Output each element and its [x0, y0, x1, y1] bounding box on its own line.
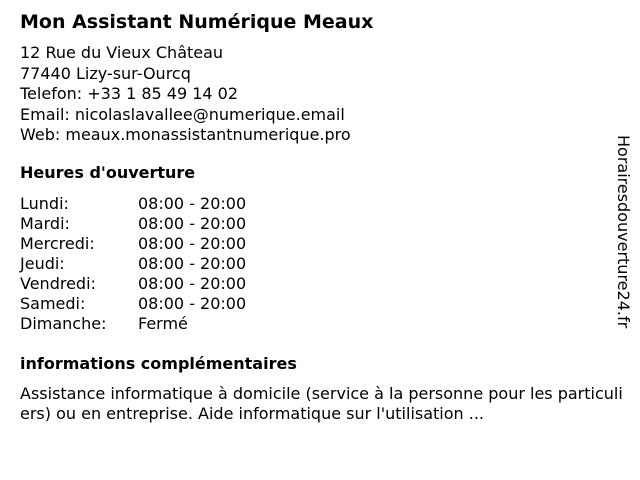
- day-label: Mercredi:: [20, 234, 95, 253]
- time-value: 08:00 - 20:00: [138, 194, 247, 213]
- time-value: 08:00 - 20:00: [138, 274, 247, 293]
- email-address: Email: nicolaslavallee@numerique.email: [20, 104, 345, 124]
- hours-heading: Heures d'ouverture: [20, 163, 196, 182]
- day-label: Lundi:: [20, 194, 69, 213]
- street-address: 12 Rue du Vieux Château: [20, 43, 224, 62]
- contact-block: [20, 43, 351, 146]
- day-label: Dimanche:: [20, 314, 107, 333]
- time-value: 08:00 - 20:00: [138, 294, 247, 313]
- time-value: 08:00 - 20:00: [138, 214, 247, 233]
- info-heading: informations complémentaires: [20, 354, 297, 373]
- time-value: 08:00 - 20:00: [138, 234, 247, 253]
- info-description: Assistance informatique à domicile (service à la personne pour les particuliers) ou en entreprise. Aide informatique sur l'utilisation ...: [20, 384, 623, 423]
- hours-row-sunday: [20, 314, 320, 334]
- hours-row-saturday: [20, 294, 320, 314]
- phone-number: Telefon: +33 1 85 49 14 02: [20, 84, 239, 103]
- hours-row-tuesday: [20, 214, 320, 234]
- time-value: Fermé: [138, 314, 188, 333]
- day-label: Samedi:: [20, 294, 86, 313]
- day-label: Vendredi:: [20, 274, 96, 293]
- website: Web: meaux.monassistantnumerique.pro: [20, 125, 351, 144]
- day-label: Mardi:: [20, 214, 70, 233]
- time-value: 08:00 - 20:00: [138, 254, 247, 273]
- hours-row-friday: [20, 274, 320, 294]
- site-watermark: [604, 135, 640, 355]
- city-address: 77440 Lizy-sur-Ourcq: [20, 63, 191, 83]
- hours-row-wednesday: [20, 234, 320, 254]
- day-label: Jeudi:: [20, 254, 65, 273]
- watermark-text: Horairesdouverture24.fr: [614, 135, 633, 329]
- hours-row-thursday: [20, 254, 320, 274]
- hours-row-monday: [20, 194, 320, 214]
- opening-hours-table: [20, 194, 320, 334]
- business-name: Mon Assistant Numérique Meaux: [20, 11, 374, 33]
